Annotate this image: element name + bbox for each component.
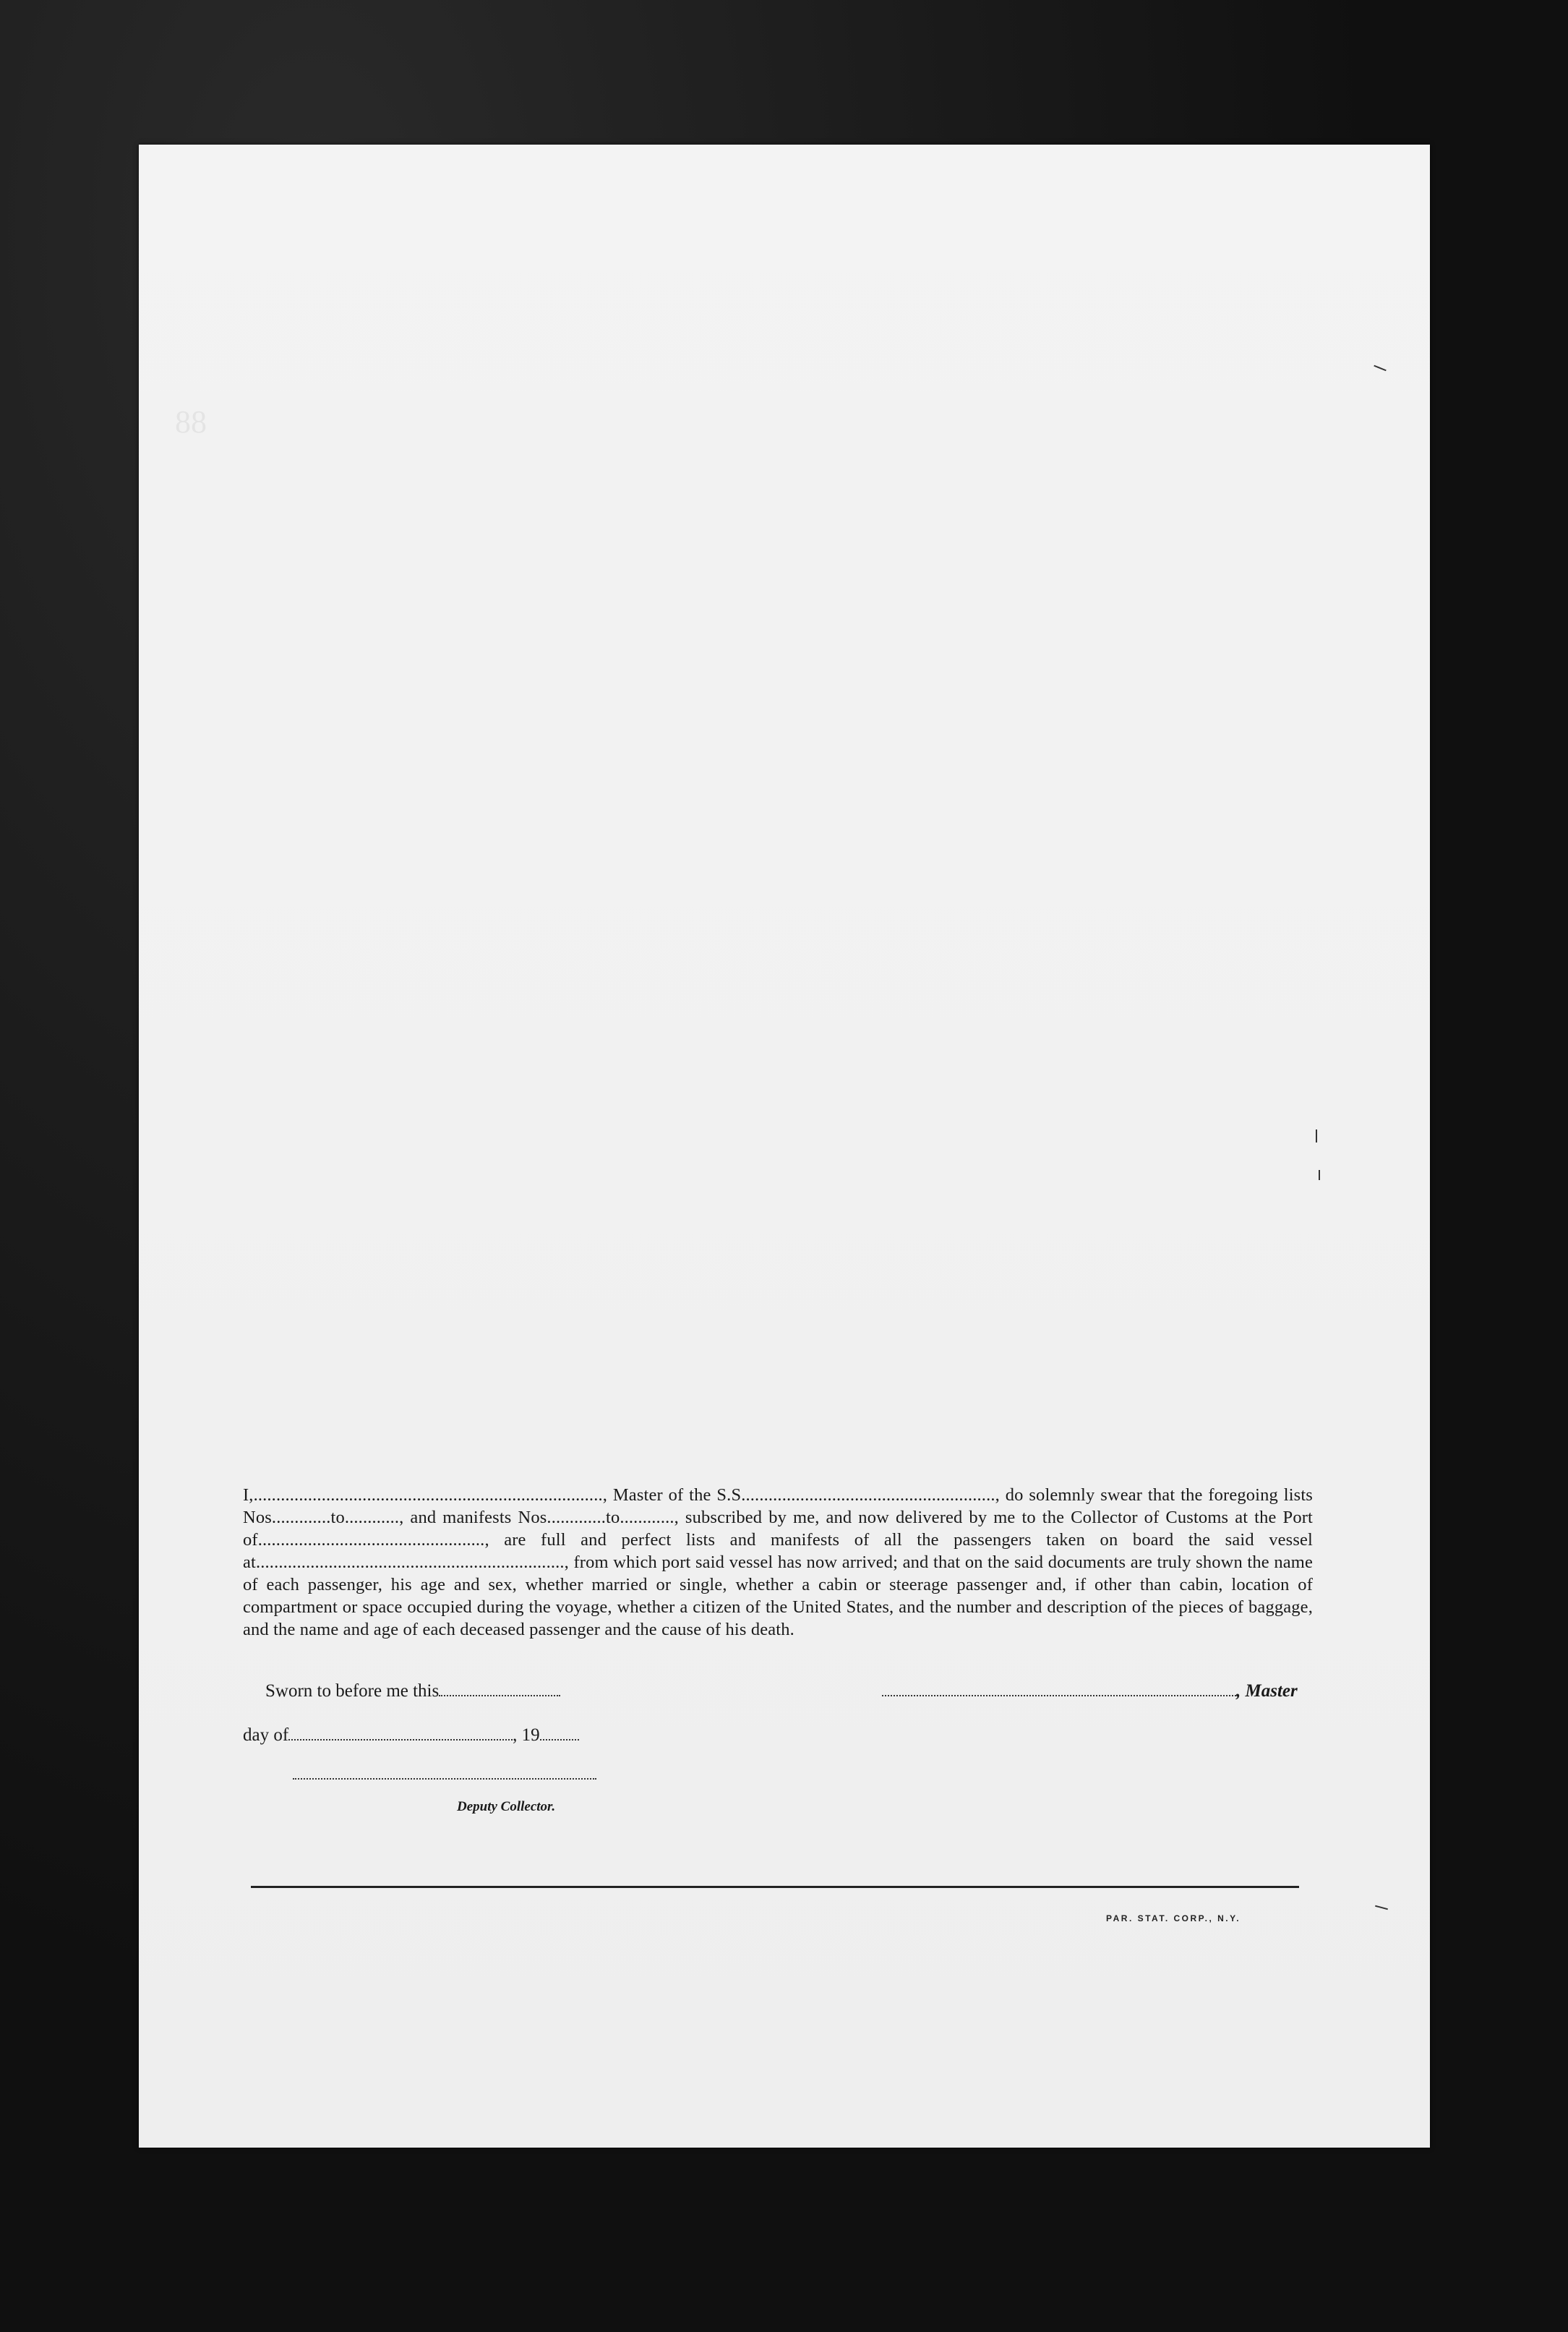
master-signature-line — [882, 1681, 1298, 1701]
deputy-signature-line — [293, 1764, 596, 1785]
date-line — [243, 1725, 579, 1746]
oath-paragraph — [243, 1484, 1313, 1641]
deputy-collector-label: Deputy Collector. — [457, 1799, 556, 1814]
master-signature-blank — [882, 1694, 1236, 1696]
deputy-signature-blank — [293, 1777, 596, 1780]
manifest-page — [139, 145, 1430, 2148]
stray-mark — [1375, 1905, 1388, 1910]
sworn-line — [265, 1681, 560, 1701]
bottom-rule — [251, 1886, 1299, 1888]
year-prefix: , 19 — [513, 1725, 540, 1745]
printer-mark: PAR. STAT. CORP., N.Y. — [1106, 1913, 1241, 1923]
stray-mark — [1319, 1170, 1320, 1180]
year-blank — [540, 1738, 579, 1741]
sworn-day-blank — [439, 1694, 560, 1696]
stray-mark — [1316, 1129, 1317, 1142]
stray-mark — [1374, 365, 1386, 372]
month-blank — [288, 1738, 513, 1741]
oath-text: I,............................................................................., Master of the S.S........................................................, do solemnly swear that the foregoing lists Nos.............to............, and manifests Nos.............to............, subscribed by me, and now delivered by me to the Collector of Customs at the Port of.................................................., are full and perfect lists and manifests of all the passengers taken on board the said vessel at...................................................................., from which port said vessel has now arrived; and that on the said documents are truly shown the name of each passenger, his age and sex, whether married or single, whether a cabin or steerage passenger and, if other than cabin, location of compartment or space occupied during the voyage, whether a citizen of the United States, and the number and description of the pieces of baggage, and the name and age of each deceased passenger and the cause of his death. — [243, 1485, 1313, 1639]
sworn-label: Sworn to before me this — [265, 1681, 440, 1701]
bleed-through-number: 88 — [175, 404, 207, 440]
master-label: , Master — [1236, 1681, 1298, 1701]
day-of-label: day of — [243, 1725, 289, 1745]
